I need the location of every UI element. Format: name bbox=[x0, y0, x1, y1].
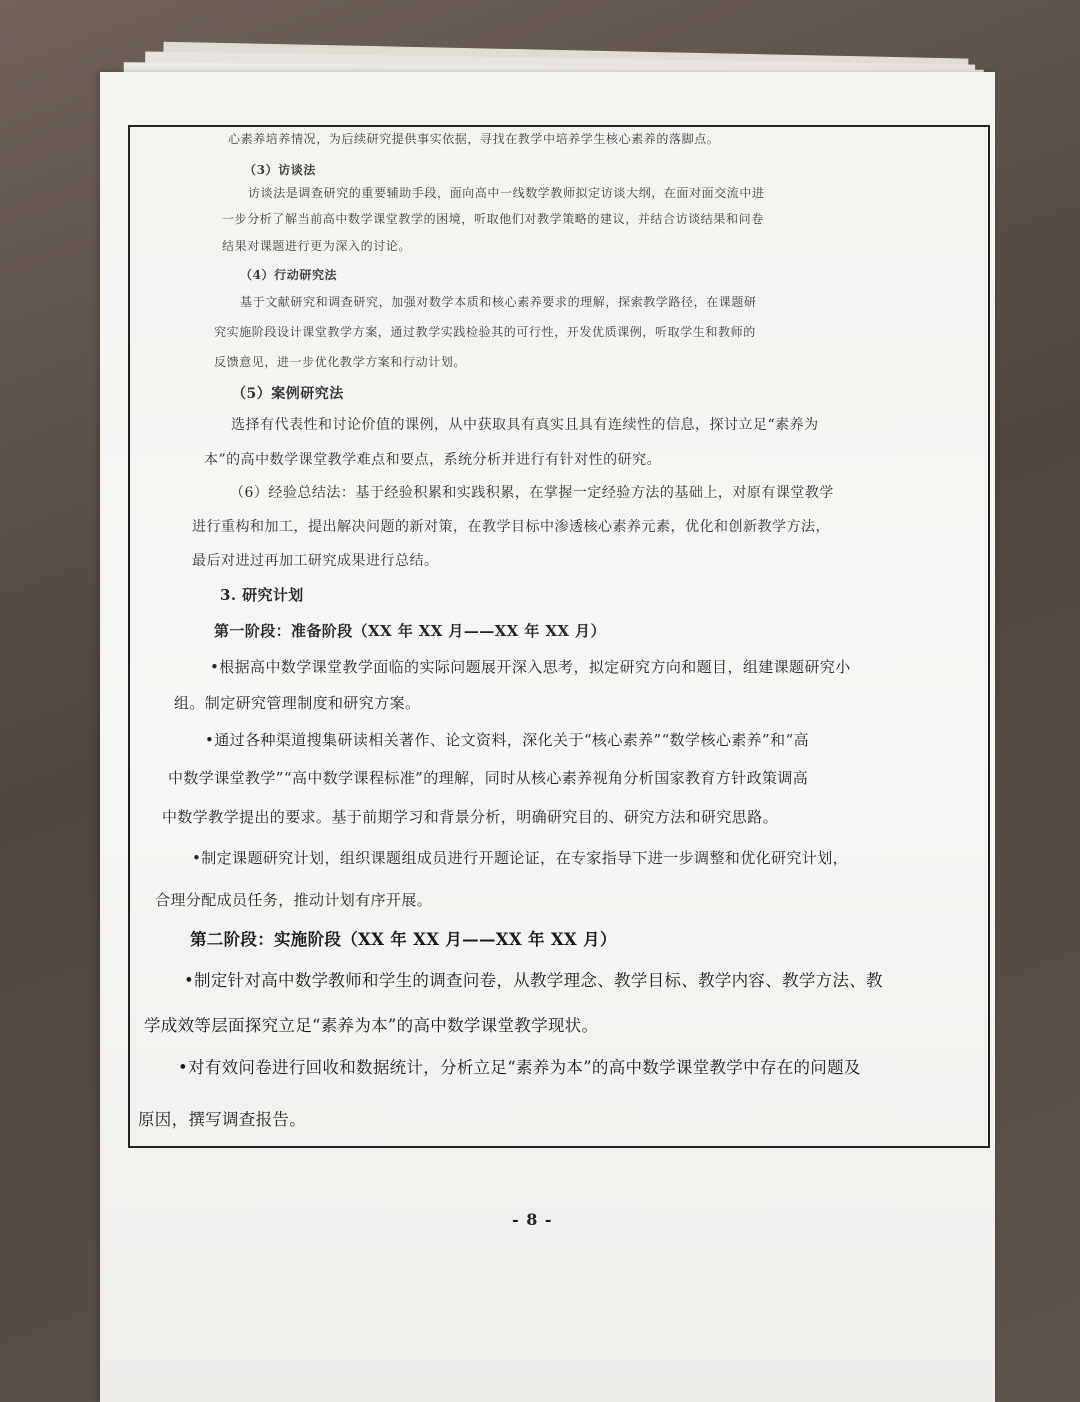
text-line: •制定课题研究计划，组织课题组成员进行开题论证，在专家指导下进一步调整和优化研究计划， bbox=[192, 849, 849, 867]
text-line: 基于文献研究和调查研究，加强对数学本质和核心素养要求的理解，探索教学路径，在课题研 bbox=[240, 295, 757, 309]
text-line: 访谈法是调查研究的重要辅助手段，面向高中一线数学教师拟定访谈大纲，在面对面交流中进 bbox=[248, 186, 765, 200]
section-heading: （3）访谈法 bbox=[244, 163, 316, 177]
text-line: 反馈意见，进一步优化教学方案和行动计划。 bbox=[214, 355, 467, 369]
text-line: 结果对课题进行更为深入的讨论。 bbox=[222, 239, 412, 253]
stage-heading: 第一阶段：准备阶段（XX 年 XX 月——XX 年 XX 月） bbox=[214, 622, 606, 640]
text-line: •制定针对高中数学教师和学生的调查问卷，从教学理念、教学目标、教学内容、教学方法、教 bbox=[184, 971, 883, 990]
text-line: 究实施阶段设计课堂教学方案，通过教学实践检验其的可行性，开发优质课例，听取学生和教师的 bbox=[214, 325, 756, 339]
text-line: 选择有代表性和讨论价值的课例，从中获取具有真实且具有连续性的信息，探讨立足“素养为 bbox=[231, 417, 819, 433]
text-line: 原因，撰写调查报告。 bbox=[138, 1110, 306, 1129]
text-line: 中数学教学提出的要求。基于前期学习和背景分析，明确研究目的、研究方法和研究思路。 bbox=[162, 808, 779, 826]
text-line: 进行重构和加工，提出解决问题的新对策，在教学目标中渗透核心素养元素，优化和创新教学方法， bbox=[192, 519, 830, 535]
text-line: 学成效等层面探究立足“素养为本”的高中数学课堂教学现状。 bbox=[144, 1016, 599, 1035]
text-line: 组。制定研究管理制度和研究方案。 bbox=[174, 694, 421, 712]
text-line: 中数学课堂教学”“高中数学课程标准”的理解，同时从核心素养视角分析国家教育方针政策调高 bbox=[168, 769, 809, 787]
text-line: •通过各种渠道搜集研读相关著作、论文资料，深化关于“核心素养”“数学核心素养”和“高 bbox=[205, 731, 809, 749]
text-line: •根据高中数学课堂教学面临的实际问题展开深入思考，拟定研究方向和题目，组建课题研究小 bbox=[210, 658, 851, 676]
section-heading: （4）行动研究法 bbox=[240, 268, 338, 282]
text-line: 心素养培养情况，为后续研究提供事实依据，寻找在教学中培养学生核心素养的落脚点。 bbox=[228, 132, 720, 146]
text-line: （6）经验总结法：基于经验积累和实践积累，在掌握一定经验方法的基础上，对原有课堂教学 bbox=[230, 485, 834, 501]
section-heading: 3. 研究计划 bbox=[220, 586, 304, 604]
page-number: - 8 - bbox=[512, 1210, 553, 1229]
text-line: 一步分析了解当前高中数学课堂教学的困境，听取他们对教学策略的建议，并结合访谈结果和问卷 bbox=[222, 212, 764, 226]
text-line: 合理分配成员任务，推动计划有序开展。 bbox=[155, 891, 433, 909]
section-heading: （5）案例研究法 bbox=[232, 386, 344, 402]
stage-heading: 第二阶段：实施阶段（XX 年 XX 月——XX 年 XX 月） bbox=[190, 930, 617, 949]
text-line: 本”的高中数学课堂教学难点和要点，系统分析并进行有针对性的研究。 bbox=[204, 452, 662, 468]
text-line: •对有效问卷进行回收和数据统计，分析立足“素养为本”的高中数学课堂教学中存在的问题及 bbox=[178, 1058, 861, 1077]
text-line: 最后对进过再加工研究成果进行总结。 bbox=[192, 553, 439, 569]
